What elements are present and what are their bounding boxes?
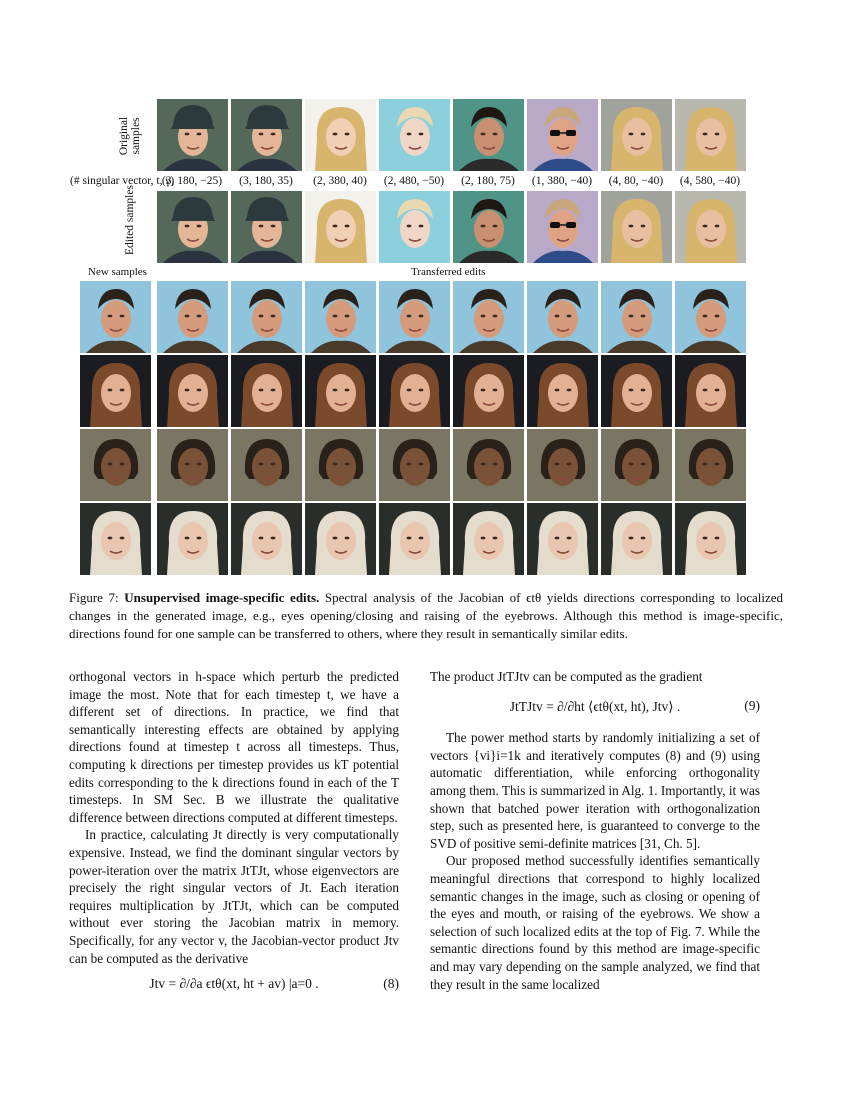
transferred-edit-image [231,281,302,353]
transferred-edit-image [305,429,376,501]
edited-sample-image [231,191,302,263]
param-label: (2, 380, 40) [313,175,367,187]
new-sample-image [80,281,151,353]
transferred-edits-label: Transferred edits [411,266,486,278]
param-header: (# singular vector, t, γ) [70,175,175,187]
param-label: (3, 180, −25) [161,175,223,187]
right-paragraph-2: Our proposed method successfully identifies semantically meaningful directions that correspond to highly localized semantic changes in the image, such as closing or opening of the eyes and mouth, or raising of the eyebrows. We show a selection of such localized edits at the top of Fig. 7. While the semantic directions found by this method are image-specific and may vary depending on the sample analyzed, we find that they result in the same localized [430,853,760,992]
row-label-original: Original samples [118,116,142,156]
transferred-edit-image [453,281,524,353]
original-sample-image [601,99,672,171]
equation-9 [430,698,760,716]
row-label-edited-wrap [110,185,150,264]
transferred-edit-image [379,503,450,575]
left-paragraph-1: orthogonal vectors in h-space which perturb the predicted image the most. Note that for each timestep t, we have a different set of directions. In practice, we find that semantically interesting effects are obtained by applying directions found at timestep t across all timesteps. Thus, computing k directions per timestep provides us kT potential edits corresponding to the k directions found in each of the T timesteps. In SM Sec. B we illustrate the qualitative difference between directions computed at different timesteps. [69,669,399,825]
transferred-edit-image [601,281,672,353]
row-label-edited: Edited samples [124,185,136,255]
left-paragraph-2: In practice, calculating Jt directly is very computationally expensive. Instead, we find the dominant singular vectors by power-iteration over the matrix JtTJt, whose eigenvectors are precisely the right singular vectors of Jt. Each iteration requires multiplication by JtTJt, which can be computed without ever storing the Jacobian matrix in memory. Specifically, for any vector v, the Jacobian-vector product Jtv can be computed as the derivative [69,827,399,966]
transferred-edit-image [157,429,228,501]
transferred-edit-image [305,281,376,353]
new-sample-image [80,503,151,575]
transferred-edit-image [231,503,302,575]
right-paragraph-1: The power method starts by randomly initializing a set of vectors {vi}i=1k and iteratively computes (8) and (9) using automatic differentiation, while enforcing orthogonality among them. This is summarized in Alg. 1. Importantly, it was shown that batched power iteration with orthogonalization step, such as presented here, is guaranteed to converge to the SVD of positive semi-definite matrices [31, Ch. 5]. [430,730,761,851]
transferred-edit-image [379,281,450,353]
equation-8 [69,975,399,993]
transferred-edit-image [379,429,450,501]
edited-sample-image [675,191,746,263]
right-column [430,668,760,993]
transferred-edit-image [453,503,524,575]
transferred-edit-image [675,503,746,575]
transferred-edit-image [675,429,746,501]
edited-sample-image [453,191,524,263]
transferred-edit-image [157,355,228,427]
row-label-original-wrap [110,100,150,174]
edited-sample-image [601,191,672,263]
transferred-edit-image [231,355,302,427]
transferred-edit-image [157,503,228,575]
transferred-edit-image [231,429,302,501]
transferred-edit-image [601,355,672,427]
param-label: (4, 80, −40) [608,175,664,187]
param-label: (2, 180, 75) [461,175,515,187]
edited-sample-image [527,191,598,263]
equation-9-body: JtTJtv = ∂/∂ht ⟨ϵtθ(xt, ht), Jtv⟩ . [509,698,681,714]
original-sample-image [231,99,302,171]
transferred-edit-image [305,503,376,575]
transferred-edit-image [527,281,598,353]
transferred-edit-image [527,355,598,427]
equation-8-number: (8) [383,976,399,992]
new-samples-label: New samples [88,266,147,278]
param-label: (4, 580, −40) [679,175,741,187]
original-sample-image [157,99,228,171]
transferred-edit-image [601,503,672,575]
new-sample-image [80,355,151,427]
transferred-edit-image [675,281,746,353]
transferred-edit-image [157,281,228,353]
transferred-edit-image [379,355,450,427]
caption-rest: Spectral analysis of the Jacobian of ϵtθ yields directions corresponding to localized changes in the generated image, e.g., eyes opening/closing and raising of the eyebrows. Although this method is image-specific, directions found for one sample can be transferred to others, where they result in semantically similar edits. [69,590,783,641]
edited-sample-image [379,191,450,263]
figure-caption [69,589,783,643]
left-column [69,668,399,1005]
caption-bold: Unsupervised image-specific edits. [124,590,320,605]
param-label: (2, 480, −50) [383,175,445,187]
new-sample-image [80,429,151,501]
transferred-edit-image [527,503,598,575]
original-sample-image [379,99,450,171]
original-sample-image [527,99,598,171]
original-sample-image [675,99,746,171]
transferred-edit-image [453,429,524,501]
equation-9-number: (9) [744,698,760,714]
edited-sample-image [157,191,228,263]
transferred-edit-image [305,355,376,427]
equation-8-body: Jtv = ∂/∂a ϵtθ(xt, ht + av) |a=0 . [149,976,319,992]
transferred-edit-image [453,355,524,427]
original-sample-image [305,99,376,171]
transferred-edit-image [675,355,746,427]
param-label: (1, 380, −40) [531,175,593,187]
caption-prefix: Figure 7: [69,590,125,605]
param-label: (3, 180, 35) [239,175,293,187]
transferred-edit-image [527,429,598,501]
edited-sample-image [305,191,376,263]
original-sample-image [453,99,524,171]
right-paragraph-0: The product JtTJtv can be computed as the gradient [430,669,703,684]
transferred-edit-image [601,429,672,501]
